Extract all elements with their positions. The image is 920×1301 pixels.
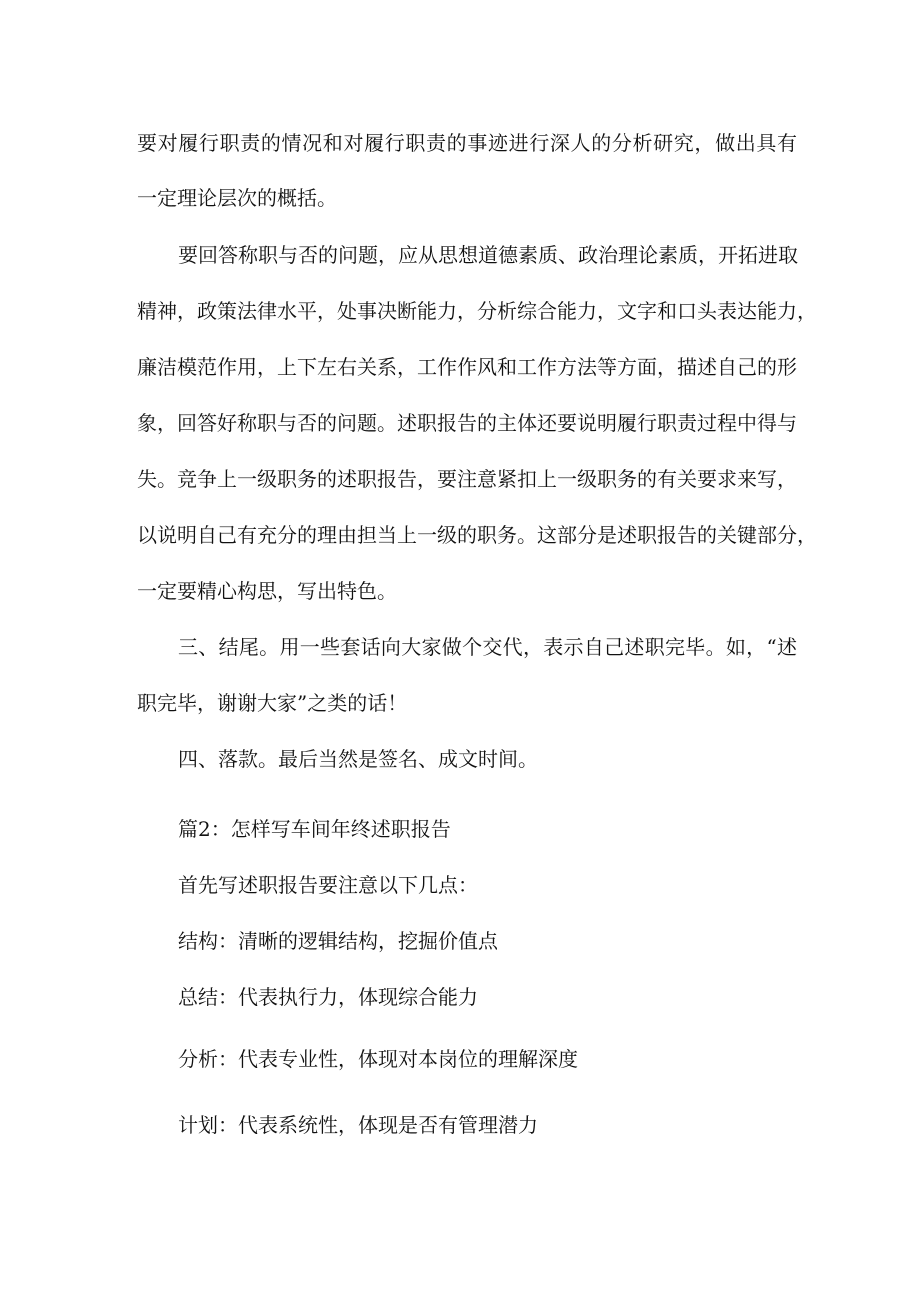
para1-line2: 一定理论层次的概括。 xyxy=(137,186,337,210)
para3-line2: 职完毕，谢谢大家”之类的话！ xyxy=(137,691,408,715)
intro-line: 首先写述职报告要注意以下几点： xyxy=(178,873,478,897)
point-plan: 计划：代表系统性，体现是否有管理潜力 xyxy=(178,1113,538,1137)
point-summary: 总结：代表执行力，体现综合能力 xyxy=(178,985,478,1009)
para4-line: 四、落款。最后当然是签名、成文时间。 xyxy=(178,747,538,771)
para2-line7: 一定要精心构思，写出特色。 xyxy=(137,579,397,603)
para2-line3: 廉洁模范作用，上下左右关系，工作作风和工作方法等方面，描述自己的形 xyxy=(137,355,797,379)
para2-line4: 象，回答好称职与否的问题。述职报告的主体还要说明履行职责过程中得与 xyxy=(137,411,797,435)
para2-line6: 以说明自己有充分的理由担当上一级的职务。这部分是述职报告的关键部分， xyxy=(137,523,817,547)
point-structure: 结构：清晰的逻辑结构，挖掘价值点 xyxy=(178,929,498,953)
para3-line1: 三、结尾。用一些套话向大家做个交代，表示自己述职完毕。如，“述 xyxy=(178,635,797,659)
section-title: 篇2：怎样写车间年终述职报告 xyxy=(178,817,451,841)
para2-line1: 要回答称职与否的问题，应从思想道德素质、政治理论素质，开拓进取 xyxy=(178,243,798,267)
para2-line5: 失。竞争上一级职务的述职报告，要注意紧扣上一级职务的有关要求来写， xyxy=(137,467,797,491)
para2-line2: 精神，政策法律水平，处事决断能力，分析综合能力，文字和口头表达能力， xyxy=(137,299,817,323)
point-analysis: 分析：代表专业性，体现对本岗位的理解深度 xyxy=(178,1047,578,1071)
para1-line1: 要对履行职责的情况和对履行职责的事迹进行深人的分析研究，做出具有 xyxy=(137,131,797,155)
